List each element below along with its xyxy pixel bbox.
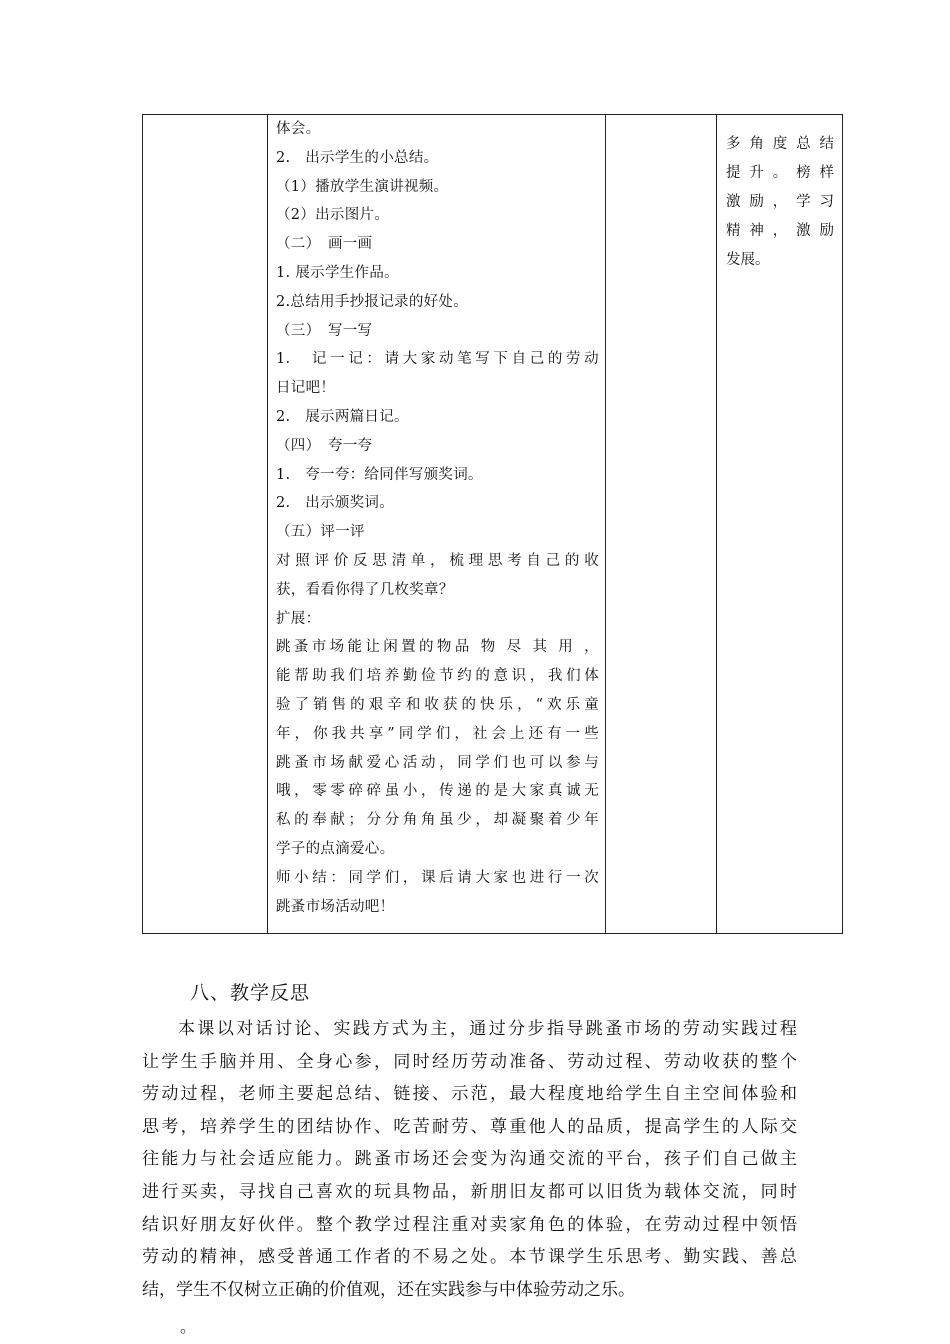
section-heading: 八、教学反思 xyxy=(190,982,311,1004)
activity-line: 扩展： xyxy=(276,610,321,627)
activity-line: 跳蚤市场能让闲置的物品 物 尽 其 用 ， xyxy=(276,639,599,656)
activity-line: （二） 画一画 xyxy=(276,236,373,253)
paragraph-line: 让学生手脑并用、全身心参，同时经历劳动准备、劳动过程、劳动收获的整个 xyxy=(142,1051,797,1072)
activity-line: 跳蚤市场献爱心活动，同学们也可以参与 xyxy=(276,754,599,771)
activity-line: 体会。 xyxy=(276,121,321,137)
purpose-line: 精神，激励 xyxy=(726,223,834,239)
lesson-plan-table xyxy=(142,114,843,934)
activity-line: 学子的点滴爱心。 xyxy=(276,840,395,857)
student-activity-cell xyxy=(606,115,717,934)
reflection-paragraph xyxy=(142,1013,797,1306)
activity-line: （1）播放学生演讲视频。 xyxy=(276,178,449,195)
activity-line: 日记吧！ xyxy=(276,380,336,397)
paragraph-line: 结识好朋友好伙伴。整个教学过程注重对卖家角色的体验，在劳动过程中领悟 xyxy=(142,1214,797,1235)
paragraph-line: 劳动的精神，感受普通工作者的不易之处。本节课学生乐思考、勤实践、善总 xyxy=(142,1247,797,1268)
trailing-punctuation: 。 xyxy=(180,1317,197,1336)
activity-cell xyxy=(268,115,606,934)
paragraph-line: 往能力与社会适应能力。跳蚤市场还会变为沟通交流的平台，孩子们自己做主 xyxy=(142,1149,797,1170)
activity-line: 2. 出示学生的小总结。 xyxy=(276,149,439,166)
activity-line: 获，看看你得了几枚奖章？ xyxy=(276,581,454,598)
activity-line: 1. 记一记：请大家动笔写下自己的劳动 xyxy=(276,351,599,368)
activity-line: 验了销售的艰辛和收获的快乐，“欢乐童 xyxy=(276,696,599,713)
activity-line: （2）出示图片。 xyxy=(276,207,390,224)
activity-line: 能帮助我们培养勤俭节约的意识，我们体 xyxy=(276,668,599,685)
design-purpose-cell xyxy=(717,115,843,934)
paragraph-line: 结，学生不仅树立正确的价值观，还在实践参与中体验劳动之乐。 xyxy=(142,1279,635,1300)
paragraph-line: 本课以对话讨论、实践方式为主，通过分步指导跳蚤市场的劳动实践过程 xyxy=(178,1019,797,1039)
purpose-line: 提升。榜样 xyxy=(726,165,834,181)
activity-line: 2. 展示两篇日记。 xyxy=(276,408,409,425)
activity-line: 私的奉献；分分角角虽少，却凝聚着少年 xyxy=(276,812,599,829)
activity-line: （四） 夸一夸 xyxy=(276,437,373,454)
activity-line: 师小结：同学们，课后请大家也进行一次 xyxy=(276,869,599,886)
activity-line: 哦，零零碎碎虽小，传递的是大家真诚无 xyxy=(276,783,599,800)
activity-line: 2.总结用手抄报记录的好处。 xyxy=(276,293,469,310)
paragraph-line: 思考，培养学生的团结协作、吃苦耐劳、尊重他人的品质，提高学生的人际交 xyxy=(142,1116,797,1137)
purpose-line: 发展。 xyxy=(726,252,770,268)
purpose-line: 激励，学习 xyxy=(726,194,834,210)
activity-line: 跳蚤市场活动吧！ xyxy=(276,898,395,915)
paragraph-line: 进行买卖，寻找自己喜欢的玩具物品，新朋旧友都可以旧货为载体交流，同时 xyxy=(142,1181,797,1202)
paragraph-line: 劳动过程，老师主要起总结、链接、示范，最大程度地给学生自主空间体验和 xyxy=(142,1084,797,1105)
stage-cell xyxy=(143,115,268,934)
activity-line: 2. 出示颁奖词。 xyxy=(276,495,395,512)
activity-line: 1. 夸一夸：给同伴写颁奖词。 xyxy=(276,466,483,483)
activity-line: （三） 写一写 xyxy=(276,322,373,339)
purpose-line: 多角度总结 xyxy=(726,136,834,152)
activity-line: （五）评一评 xyxy=(276,524,365,541)
activity-line: 1. 展示学生作品。 xyxy=(276,264,399,281)
activity-line: 对照评价反思清单，梳理思考自己的收 xyxy=(276,552,599,569)
activity-line: 年，你我共享”同学们，社会上还有一些 xyxy=(276,725,599,742)
table-row xyxy=(143,115,843,934)
